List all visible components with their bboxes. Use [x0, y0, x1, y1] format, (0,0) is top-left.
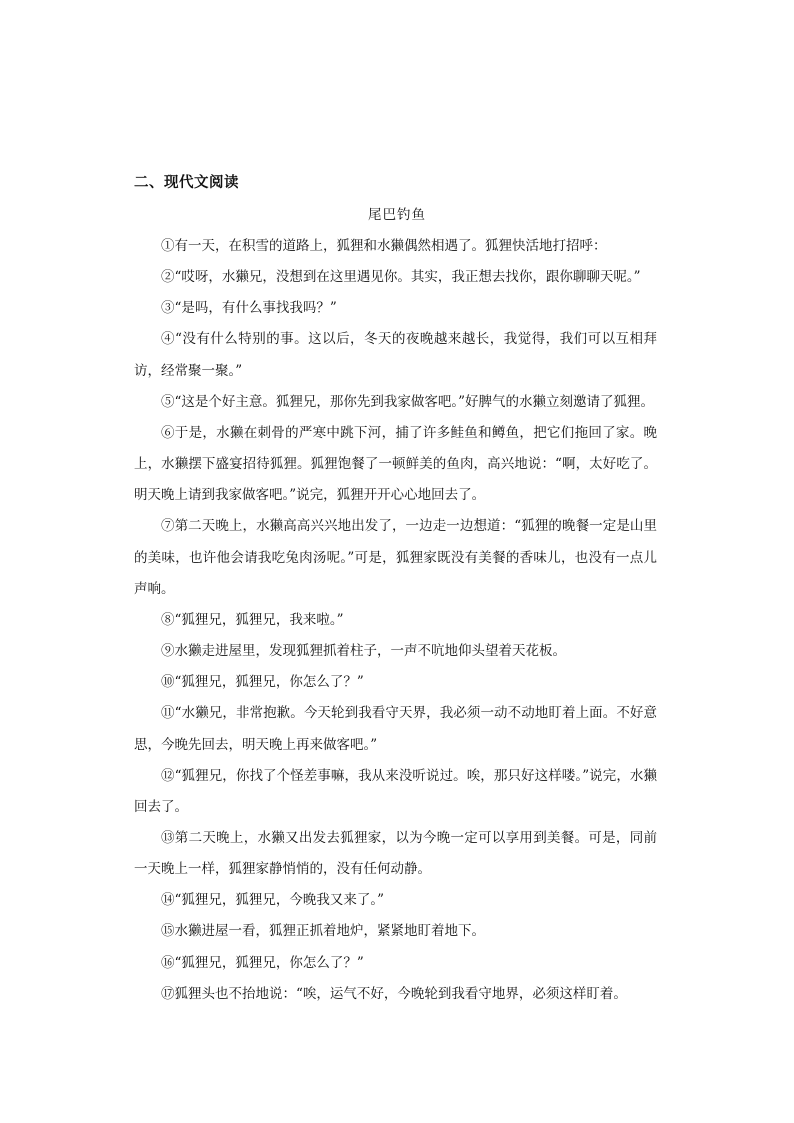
paragraph-17: ⑰狐狸头也不抬地说：“唉，运气不好，今晚轮到我看守地界，必须这样盯着。 — [161, 985, 627, 1002]
paragraph-2: ②“哎呀，水獭兄，没想到在这里遇见你。其实，我正想去找你，跟你聊聊天呢。” — [161, 269, 641, 286]
paragraph-4: ④“没有什么特别的事。这以后，冬天的夜晚越来越长，我觉得，我们可以互相拜访，经常聚一聚。” — [134, 331, 657, 379]
article-body — [134, 231, 657, 1010]
paragraph-12: ⑫“狐狸兄，你找了个怪差事嘛，我从来没听说过。唉，那只好这样喽。”说完，水獭回去了。 — [134, 767, 657, 815]
paragraph-5: ⑤“这是个好主意。狐狸兄，那你先到我家做客吧。”好脾气的水獭立刻邀请了狐狸。 — [161, 393, 655, 410]
section-title: 二、现代文阅读 — [134, 175, 239, 191]
paragraph-9: ⑨水獭走进屋里，发现狐狸抓着柱子，一声不吭地仰头望着天花板。 — [161, 643, 566, 660]
paragraph-3: ③“是吗，有什么事找我吗？” — [161, 300, 337, 317]
paragraph-11: ⑪“水獭兄，非常抱歉。今天轮到我看守天界，我必须一动不动地盯着上面。不好意思，今晚先回去，明天晚上再来做客吧。” — [134, 705, 657, 753]
paragraph-8: ⑧“狐狸兄，狐狸兄，我来啦。” — [161, 611, 344, 628]
article-title: 尾巴钓鱼 — [368, 207, 426, 223]
paragraph-14: ⑭“狐狸兄，狐狸兄，今晚我又来了。” — [161, 892, 385, 909]
paragraph-7: ⑦第二天晚上，水獭高高兴兴地出发了，一边走一边想道：“狐狸的晚餐一定是山里的美味，也许他会请我吃兔肉汤呢。”可是，狐狸家既没有美餐的香味儿，也没有一点儿声响。 — [134, 518, 657, 597]
paragraph-10: ⑩“狐狸兄，狐狸兄，你怎么了？” — [161, 674, 364, 691]
paragraph-15: ⑮水獭进屋一看，狐狸正抓着地炉，紧紧地盯着地下。 — [161, 923, 485, 940]
paragraph-13: ⑬第二天晚上，水獭又出发去狐狸家，以为今晚一定可以享用到美餐。可是，同前一天晚上一样，狐狸家静悄悄的，没有任何动静。 — [134, 829, 657, 878]
paragraph-6: ⑥于是，水獭在刺骨的严寒中跳下河，捕了许多鲑鱼和鳟鱼，把它们拖回了家。晚上，水獭摆下盛宴招待狐狸。狐狸饱餐了一顿鲜美的鱼肉，高兴地说：“啊，太好吃了。明天晚上请到我家做客吧。”说完，狐狸开开心心地回去了。 — [134, 424, 657, 504]
paragraph-1: ①有一天，在积雪的道路上，狐狸和水獭偶然相遇了。狐狸快活地打招呼： — [161, 238, 607, 254]
paragraph-16: ⑯“狐狸兄，狐狸兄，你怎么了？” — [161, 954, 364, 971]
